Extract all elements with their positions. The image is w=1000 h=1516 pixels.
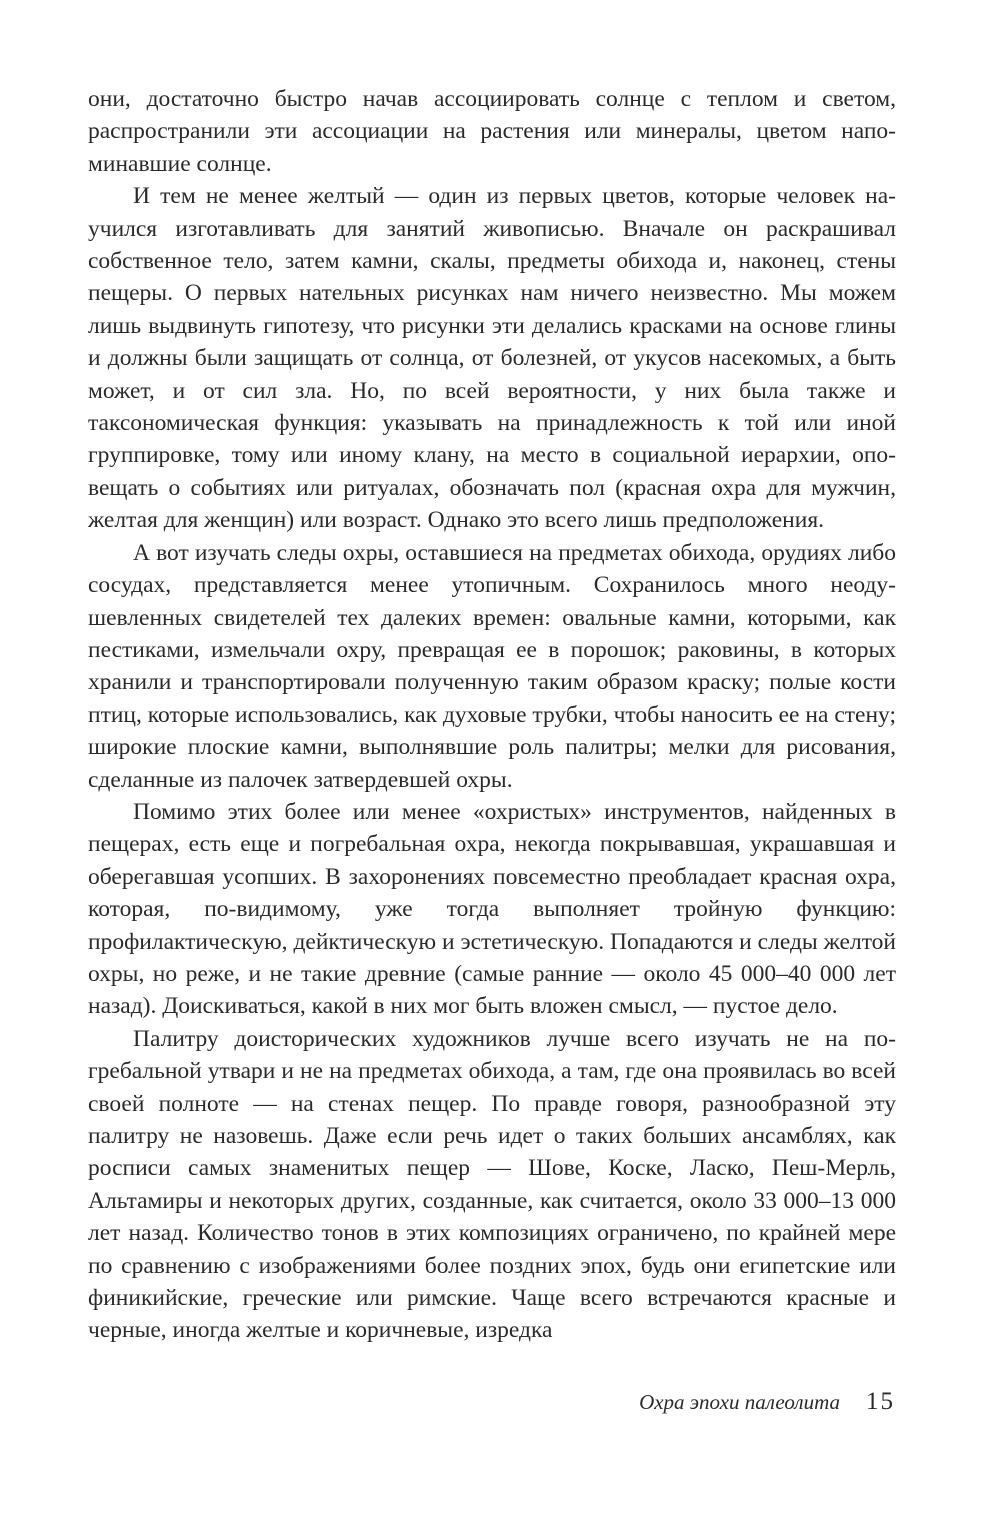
page-number: 15 (866, 1388, 895, 1415)
paragraph-1: они, достаточно быстро начав ассоциировать солнце с теплом и светом, распространили эти ассоциации на растения или минералы, цветом напоминавшие солнце. (88, 86, 896, 177)
running-title: Охра эпохи палеолита (639, 1390, 840, 1414)
page-footer (0, 1388, 895, 1416)
paragraph-5: Палитру доисторических художников лучше всего изучать не на погребальной утвари и не на предметах обихода, а там, где она проявилась во всей своей полноте — на стенах пещер. По правде говоря, разнообразной эту палитру не назовешь. Даже если речь идет о таких больших ансамблях, как росписи самых знаменитых пещер — Шове, Коске, Ласко, Пеш-Мерль, Альтамиры и некоторых других, созданные, как считается, около 33 000–13 000 лет назад. Количество тонов в этих композициях ограничено, по крайней мере по сравнению с изображениями более поздних эпох, будь они египетские или финикийские, греческие или римские. Чаще всего встречаются красные и черные, иногда желтые и коричневые, изредка (88, 1025, 896, 1344)
paragraph-2: И тем не менее желтый — один из первых цветов, которые человек научился изготавливать для занятий живописью. Вначале он раскрашивал собственное тело, затем камни, скалы, предметы обихода и, наконец, стены пещеры. О первых нательных рисунках нам ничего неизвестно. Мы можем лишь выдвинуть гипотезу, что рисунки эти делались красками на основе глины и должны были защищать от солнца, от болезней, от укусов насекомых, а быть может, и от сил зла. Но, по всей вероятности, у них была также и таксономическая функция: указывать на принадлежность к той или иной группировке, тому или иному клану, на место в социальной иерархии, оповещать о событиях или ритуалах, обозначать пол (красная охра для мужчин, желтая для женщин) или возраст. Однако это всего лишь предположения. (88, 183, 896, 534)
page-body (88, 83, 896, 1347)
paragraph-4: Помимо этих более или менее «охристых» инструментов, найденных в пещерах, есть еще и погребальная охра, некогда покрывавшая, украшавшая и оберегавшая усопших. В захоронениях повсеместно преобладает красная охра, которая, по-видимому, уже тогда выполняет тройную функцию: профилактическую, дейктическую и эстетическую. Попадаются и следы желтой охры, но реже, и не такие древние (самые ранние — около 45 000–40 000 лет назад). Доискиваться, какой в них мог быть вложен смысл, — пустое дело. (88, 798, 896, 1020)
paragraph-3: А вот изучать следы охры, оставшиеся на предметах обихода, орудиях либо сосудах, представляется менее утопичным. Сохранилось много неодушевленных свидетелей тех далеких времен: овальные камни, которыми, как пестиками, измельчали охру, превращая ее в порошок; раковины, в которых хранили и транспортировали полученную таким образом краску; полые кости птиц, которые использовались, как духовые трубки, чтобы наносить ее на стену; широкие плоские камни, выполнявшие роль палитры; мелки для рисования, сделанные из палочек затвердевшей охры. (88, 539, 896, 793)
